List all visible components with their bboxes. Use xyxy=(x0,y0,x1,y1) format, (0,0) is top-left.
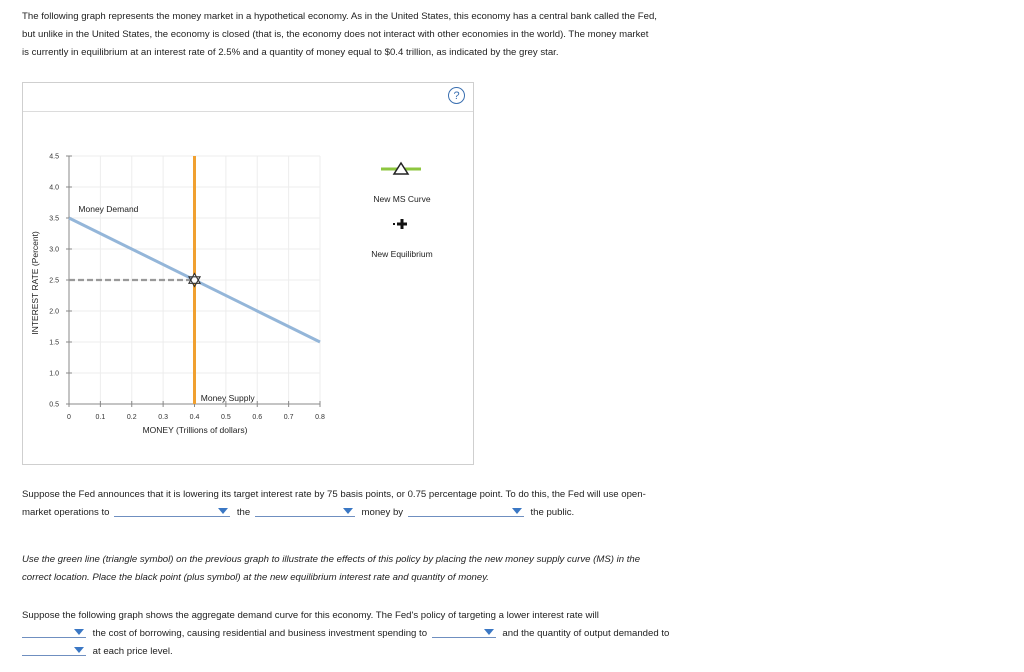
plus-icon[interactable] xyxy=(397,219,407,229)
new-equilibrium-tool[interactable] xyxy=(371,219,432,259)
question-1-text-d: money by xyxy=(361,507,404,518)
axes xyxy=(49,154,325,422)
chevron-down-icon xyxy=(74,647,84,653)
x-tick-label: 0.4 xyxy=(189,414,200,421)
intro-paragraph xyxy=(22,8,742,62)
x-tick-label: 0.8 xyxy=(315,414,325,421)
new-ms-curve-tool[interactable] xyxy=(373,163,430,204)
x-tick-label: 0.2 xyxy=(126,414,137,421)
new-ms-label: New MS Curve xyxy=(373,194,431,204)
question-1-line-1: Suppose the Fed announces that it is lowering its target interest rate by 75 basis points, or 0.75 percentage point. To do this, the Fed will use open- xyxy=(22,489,646,500)
chevron-down-icon xyxy=(484,629,494,635)
y-tick-label: 3.5 xyxy=(49,215,59,223)
investment-spending-dropdown[interactable] xyxy=(432,625,496,638)
y-tick-label: 4.5 xyxy=(49,153,59,161)
y-tick-label: 0.5 xyxy=(49,401,59,409)
intro-line-2: but unlike in the United States, the economy is closed (that is, the economy does not interact with other economies in the world). The money market xyxy=(22,29,649,40)
x-tick-label: 0.3 xyxy=(158,414,168,421)
open-market-action-dropdown[interactable] xyxy=(114,504,230,517)
output-demanded-dropdown[interactable] xyxy=(22,643,86,656)
graph-panel xyxy=(22,82,474,465)
instruction-line-1: Use the green line (triangle symbol) on the previous graph to illustrate the effects of this policy by placing the new money supply curve (MS) in the xyxy=(22,554,641,565)
x-tick-label: 0 xyxy=(67,414,71,421)
money-market-chart xyxy=(23,83,473,464)
help-icon[interactable]: ? xyxy=(448,87,465,104)
money-supply-label: Money Supply xyxy=(200,392,255,403)
money-direction-dropdown[interactable] xyxy=(255,504,355,517)
y-tick-label: 2.0 xyxy=(49,308,59,316)
question-2-text-b: the cost of borrowing, causing residential and business investment spending to xyxy=(92,628,428,639)
x-tick-label: 0.1 xyxy=(95,414,106,421)
question-2-text-d: at each price level. xyxy=(92,646,173,657)
question-1 xyxy=(22,486,742,522)
intro-line-1: The following graph represents the money market in a hypothetical economy. As in the United States, this economy has a central bank called the Fed, xyxy=(22,11,657,22)
y-tick-label: 1.5 xyxy=(49,339,59,347)
to-from-public-dropdown[interactable] xyxy=(408,504,524,517)
question-1-text-c: the xyxy=(236,507,251,518)
borrowing-cost-dropdown[interactable] xyxy=(22,625,86,638)
y-tick-label: 3.0 xyxy=(49,246,59,254)
question-1-text-b: market operations to xyxy=(22,507,110,518)
chevron-down-icon xyxy=(343,508,353,514)
question-1-text-e: the public. xyxy=(530,507,575,518)
intro-line-3: is currently in equilibrium at an interest rate of 2.5% and a quantity of money equal to $0.4 trillion, as indicated by the grey star. xyxy=(22,47,559,58)
instruction-line-2: correct location. Place the black point (plus symbol) at the new equilibrium interest rate and quantity of money. xyxy=(22,572,489,583)
y-tick-label: 2.5 xyxy=(49,277,59,285)
question-2-line-3 xyxy=(22,643,752,661)
graph-instructions xyxy=(22,551,742,587)
y-axis-label: INTEREST RATE (Percent) xyxy=(30,231,40,335)
x-axis-label: MONEY (Trillions of dollars) xyxy=(142,425,248,435)
y-tick-label: 1.0 xyxy=(49,370,59,378)
question-2-text-c: and the quantity of output demanded to xyxy=(502,628,670,639)
question-2-line-1: Suppose the following graph shows the aggregate demand curve for this economy. The Fed's policy of targeting a lower interest rate will xyxy=(22,610,599,621)
money-demand-label: Money Demand xyxy=(78,203,139,214)
question-2-line-2 xyxy=(22,625,752,643)
question-2 xyxy=(22,607,752,661)
chevron-down-icon xyxy=(74,629,84,635)
chevron-down-icon xyxy=(512,508,522,514)
question-1-line-2 xyxy=(22,504,742,522)
x-tick-label: 0.6 xyxy=(252,414,263,421)
x-tick-label: 0.7 xyxy=(283,414,294,421)
new-equilibrium-label: New Equilibrium xyxy=(371,249,433,259)
y-tick-label: 4.0 xyxy=(49,184,59,192)
chevron-down-icon xyxy=(218,508,228,514)
x-tick-label: 0.5 xyxy=(221,414,231,421)
